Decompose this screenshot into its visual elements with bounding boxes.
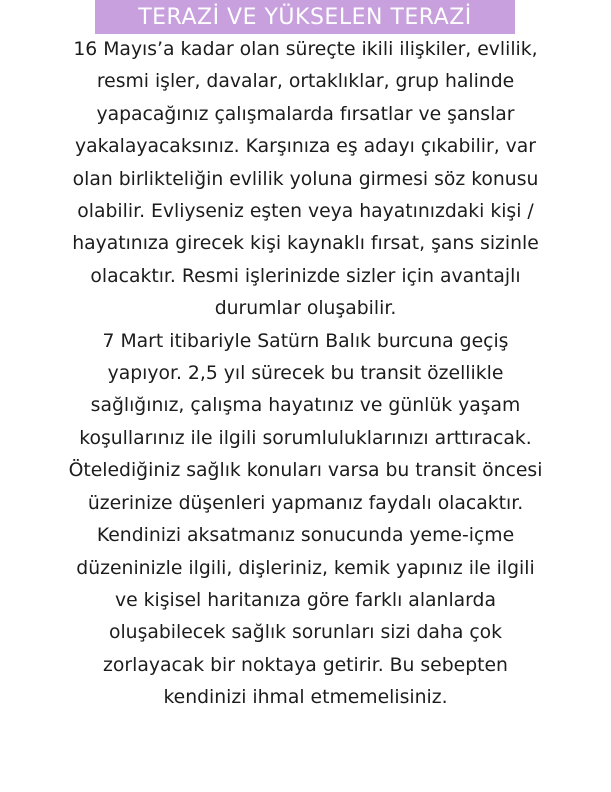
text-line: sağlığınız, çalışma hayatınız ve günlük yaşam xyxy=(90,395,521,417)
text-line: olan birlikteliğin evlilik yoluna girmesi söz konusu xyxy=(72,168,539,190)
text-line: olabilir. Evliyseniz eşten veya hayatınızdaki kişi / xyxy=(77,201,534,223)
text-line: zorlayacak bir noktaya getirir. Bu sebepten xyxy=(103,654,508,676)
text-line: kendinizi ihmal etmemelisiniz. xyxy=(163,687,448,709)
text-line: koşullarınız ile ilgili sorumluluklarınızı arttıracak. xyxy=(79,427,532,449)
text-line: 7 Mart itibariyle Satürn Balık burcuna geçiş xyxy=(102,330,509,352)
text-line: oluşabilecek sağlık sorunları sizi daha çok xyxy=(108,622,503,644)
text-line: resmi işler, davalar, ortaklıklar, grup halinde xyxy=(96,71,515,93)
text-line: ve kişisel haritanıza göre farklı alanlarda xyxy=(114,589,496,611)
text-line: durumlar oluşabilir. xyxy=(214,298,397,320)
text-line: düzeninizle ilgili, dişleriniz, kemik yapınız ile ilgili xyxy=(76,557,535,579)
text-line: 16 Mayıs’a kadar olan süreçte ikili ilişkiler, evlilik, xyxy=(73,39,538,60)
text-line: Ötelediğiniz sağlık konuları varsa bu transit öncesi xyxy=(68,460,543,482)
section-title: TERAZİ VE YÜKSELEN TERAZİ xyxy=(138,4,472,30)
text-line: yapıyor. 2,5 yıl sürecek bu transit özellikle xyxy=(107,363,504,385)
paragraph-libra-opportunities xyxy=(0,34,611,326)
text-line: yakalayacaksınız. Karşınıza eş adayı çıkabilir, var xyxy=(74,136,537,158)
text-line: Kendinizi aksatmanız sonucunda yeme-içme xyxy=(96,525,515,547)
text-line: hayatınıza girecek kişi kaynaklı fırsat, şans sizinle xyxy=(72,233,539,255)
paragraph-saturn-transit xyxy=(0,326,611,715)
text-line: olacaktır. Resmi işlerinizde sizler için avantajlı xyxy=(90,265,521,287)
text-line: üzerinize düşenleri yapmanız faydalı olacaktır. xyxy=(87,492,524,514)
text-line: yapacağınız çalışmalarda fırsatlar ve şanslar xyxy=(96,103,515,125)
title-band xyxy=(95,0,515,34)
content xyxy=(0,34,611,715)
